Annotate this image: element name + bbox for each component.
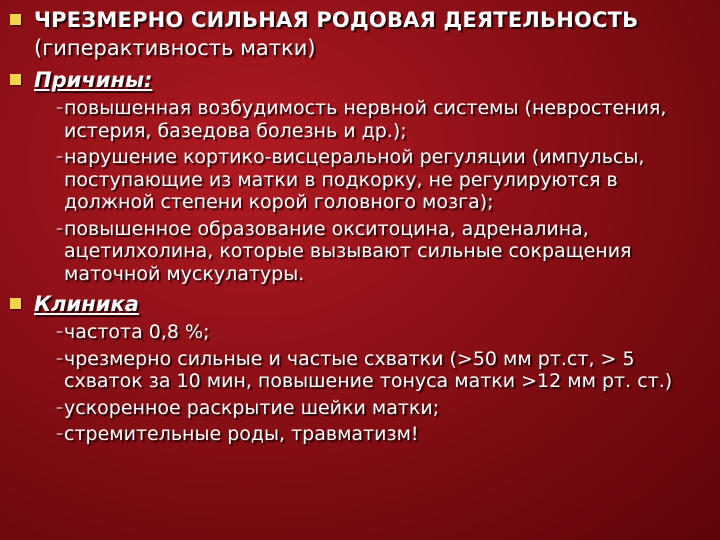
list-item-text: чрезмерно сильные и частые схватки (>50 мм рт.ст, > 5 схваток за 10 мин, повышение тонуса матки >12 мм рт. ст.) (64, 347, 673, 392)
square-bullet-icon (10, 74, 21, 85)
dash-bullet-icon: – (56, 100, 63, 116)
dash-bullet-icon: – (56, 350, 63, 367)
dash-bullet-icon: – (56, 399, 63, 416)
slide-title-row (34, 8, 702, 33)
list-item-text: частота 0,8 %; (64, 321, 210, 343)
dash-bullet-icon: – (56, 324, 63, 340)
slide-subtitle: (гиперактивность матки) (34, 36, 316, 60)
list-item-text: стремительные роды, травматизм! (64, 423, 419, 445)
square-bullet-icon (10, 298, 21, 309)
slide-title: ЧРЕЗМЕРНО СИЛЬНАЯ РОДОВАЯ ДЕЯТЕЛЬНОСТЬ (34, 8, 639, 32)
square-bullet-icon (10, 14, 21, 25)
section-heading-causes (34, 67, 702, 93)
section-heading-label: Причины: (34, 68, 153, 92)
list-item (56, 321, 702, 344)
list-item (56, 97, 702, 142)
dash-bullet-icon: – (56, 220, 63, 237)
list-item-text: повышенная возбудимость нервной системы (невростения, истерия, базедова болезнь и др.); (64, 97, 667, 142)
list-item-text: повышенное образование окситоцина, адреналина, ацетилхолина, которые вызывают сильные сокращения маточной мускулатуры. (64, 217, 632, 285)
section-heading-clinic (34, 291, 702, 317)
list-item (56, 217, 702, 286)
list-item (56, 347, 702, 393)
list-item-text: ускоренное раскрытие шейки матки; (64, 396, 440, 419)
dash-bullet-icon: – (56, 149, 63, 165)
clinic-list (34, 321, 702, 446)
list-item (56, 146, 702, 214)
list-item-text: нарушение кортико-висцеральной регуляции (импульсы, поступающие из матки в подкорку, не регулируются в должной степени корой головного мозга); (64, 146, 645, 213)
causes-list (34, 97, 702, 285)
section-heading-label: Клиника (34, 292, 139, 316)
list-item (56, 423, 702, 446)
list-item (56, 396, 702, 420)
dash-bullet-icon: – (56, 426, 63, 442)
